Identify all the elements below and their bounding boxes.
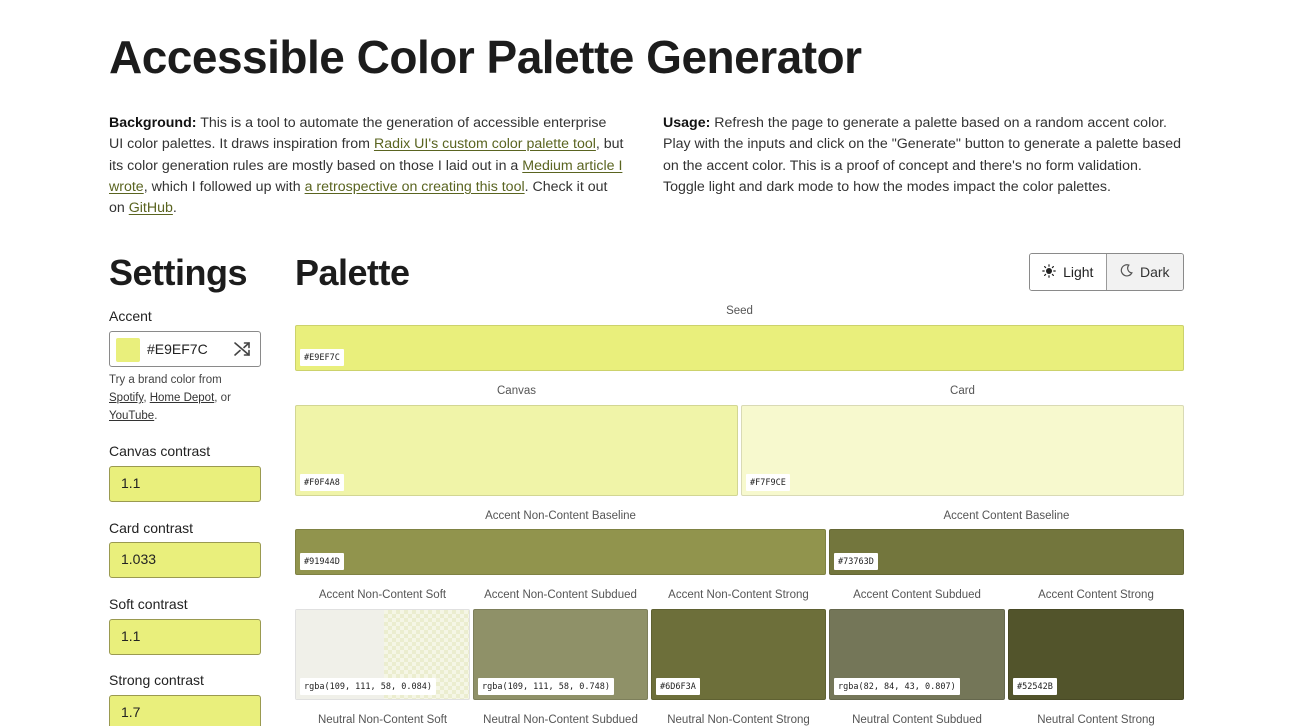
seed-value: #E9EF7C	[300, 349, 344, 366]
accent-content-baseline-swatch	[829, 529, 1184, 575]
neutral-noncontent-strong-label: Neutral Non-Content Strong	[667, 714, 810, 726]
canvas-contrast-field[interactable]	[109, 466, 261, 502]
canvas-contrast-label: Canvas contrast	[109, 443, 211, 459]
accent-value[interactable]: #E9EF7C	[147, 341, 208, 357]
brand-color-hint	[109, 371, 269, 425]
accent-noncontent-subdued-value: rgba(109, 111, 58, 0.748)	[478, 678, 614, 695]
background-text: . Check it out on	[109, 178, 608, 217]
background-section	[109, 113, 624, 219]
accent-noncontent-strong-value: #6D6F3A	[656, 678, 700, 695]
accent-noncontent-baseline-swatch	[295, 529, 826, 575]
card-contrast-label: Card contrast	[109, 520, 194, 536]
card-swatch	[741, 405, 1184, 496]
accent-noncontent-soft-label: Accent Non-Content Soft	[318, 589, 447, 601]
soft-contrast-field[interactable]	[109, 619, 261, 655]
hint-separator: ,	[143, 392, 147, 404]
accent-field[interactable]	[109, 331, 261, 367]
usage-text: Refresh the page to generate a palette based on a random accent color. Play with the inputs and click on the "Generate" button to generate a palette based on the accent color. This is a proof of concept and there's no form validation. Toggle light and dark mode to how the modes impact the color palettes.	[663, 115, 1182, 195]
background-heading: Background:	[109, 115, 197, 131]
card-contrast-input[interactable]	[121, 551, 251, 567]
neutral-content-strong-label: Neutral Content Strong	[1037, 714, 1155, 726]
seed-swatch	[295, 325, 1184, 371]
canvas-swatch	[295, 405, 738, 496]
card-contrast-field[interactable]	[109, 542, 261, 578]
home-depot-link[interactable]: Home Depot	[149, 392, 215, 404]
accent-noncontent-soft-value: rgba(109, 111, 58, 0.084)	[300, 678, 436, 695]
theme-toggle[interactable]	[1029, 253, 1184, 291]
spotify-link[interactable]: Spotify	[109, 392, 144, 404]
hint-end: .	[154, 410, 158, 422]
palette-heading: Palette	[295, 252, 410, 293]
accent-content-strong-label: Accent Content Strong	[1038, 589, 1154, 601]
github-link[interactable]: GitHub	[128, 200, 173, 217]
accent-content-subdued-swatch	[829, 609, 1005, 700]
settings-heading: Settings	[109, 252, 248, 293]
card-value: #F7F9CE	[746, 474, 790, 491]
medium-article-link[interactable]: Medium article I wrote	[109, 157, 623, 195]
accent-content-subdued-value: rgba(82, 84, 43, 0.807)	[834, 678, 960, 695]
dark-mode-button[interactable]	[1107, 254, 1184, 290]
shuffle-icon[interactable]	[233, 340, 251, 358]
youtube-link[interactable]: YouTube	[109, 410, 155, 422]
sun-icon	[1042, 264, 1056, 281]
canvas-contrast-input[interactable]	[121, 475, 251, 491]
retrospective-link[interactable]: a retrospective on creating this tool	[304, 178, 525, 195]
accent-noncontent-soft-swatch	[295, 609, 470, 700]
background-text: , which I followed up with	[143, 178, 301, 195]
card-label: Card	[950, 385, 975, 397]
accent-noncontent-strong-swatch	[651, 609, 826, 700]
strong-contrast-label: Strong contrast	[109, 672, 204, 688]
light-mode-button[interactable]	[1030, 254, 1107, 290]
canvas-value: #F0F4A8	[300, 474, 344, 491]
canvas-label: Canvas	[497, 385, 536, 397]
accent-content-strong-swatch	[1008, 609, 1184, 700]
neutral-noncontent-soft-label: Neutral Non-Content Soft	[317, 714, 448, 726]
background-text: , but its color generation rules are mostly based on those I laid out in a	[109, 136, 624, 174]
radix-link[interactable]: Radix UI's custom color palette tool	[373, 136, 596, 153]
hint-text: Try a brand color from	[109, 374, 222, 386]
accent-content-subdued-label: Accent Content Subdued	[853, 589, 981, 601]
neutral-noncontent-subdued-label: Neutral Non-Content Subdued	[483, 714, 638, 726]
accent-content-baseline-label: Accent Content Baseline	[943, 510, 1070, 522]
accent-label: Accent	[109, 308, 152, 324]
seed-label: Seed	[726, 305, 753, 317]
dark-mode-label: Dark	[1139, 264, 1170, 280]
moon-icon	[1120, 264, 1133, 280]
usage-section	[663, 113, 1187, 198]
hint-separator: , or	[214, 392, 231, 404]
accent-color-swatch[interactable]	[116, 338, 140, 362]
accent-noncontent-subdued-swatch	[473, 609, 648, 700]
strong-contrast-field[interactable]	[109, 695, 261, 726]
accent-noncontent-strong-label: Accent Non-Content Strong	[668, 589, 809, 601]
strong-contrast-input[interactable]	[121, 704, 251, 720]
usage-heading: Usage:	[663, 115, 711, 131]
accent-noncontent-baseline-value: #91944D	[300, 553, 344, 570]
neutral-content-subdued-label: Neutral Content Subdued	[852, 714, 982, 726]
accent-noncontent-subdued-label: Accent Non-Content Subdued	[484, 589, 637, 601]
soft-contrast-label: Soft contrast	[109, 596, 188, 612]
light-mode-label: Light	[1063, 264, 1094, 280]
accent-content-baseline-value: #73763D	[834, 553, 878, 570]
background-text: This is a tool to automate the generation of accessible enterprise UI color palettes. It draws inspiration from	[109, 115, 607, 153]
accent-noncontent-baseline-label: Accent Non-Content Baseline	[485, 510, 636, 522]
soft-contrast-input[interactable]	[121, 628, 251, 644]
accent-content-strong-value: #52542B	[1013, 678, 1057, 695]
page-title: Accessible Color Palette Generator	[109, 31, 862, 83]
background-text: .	[172, 200, 177, 217]
